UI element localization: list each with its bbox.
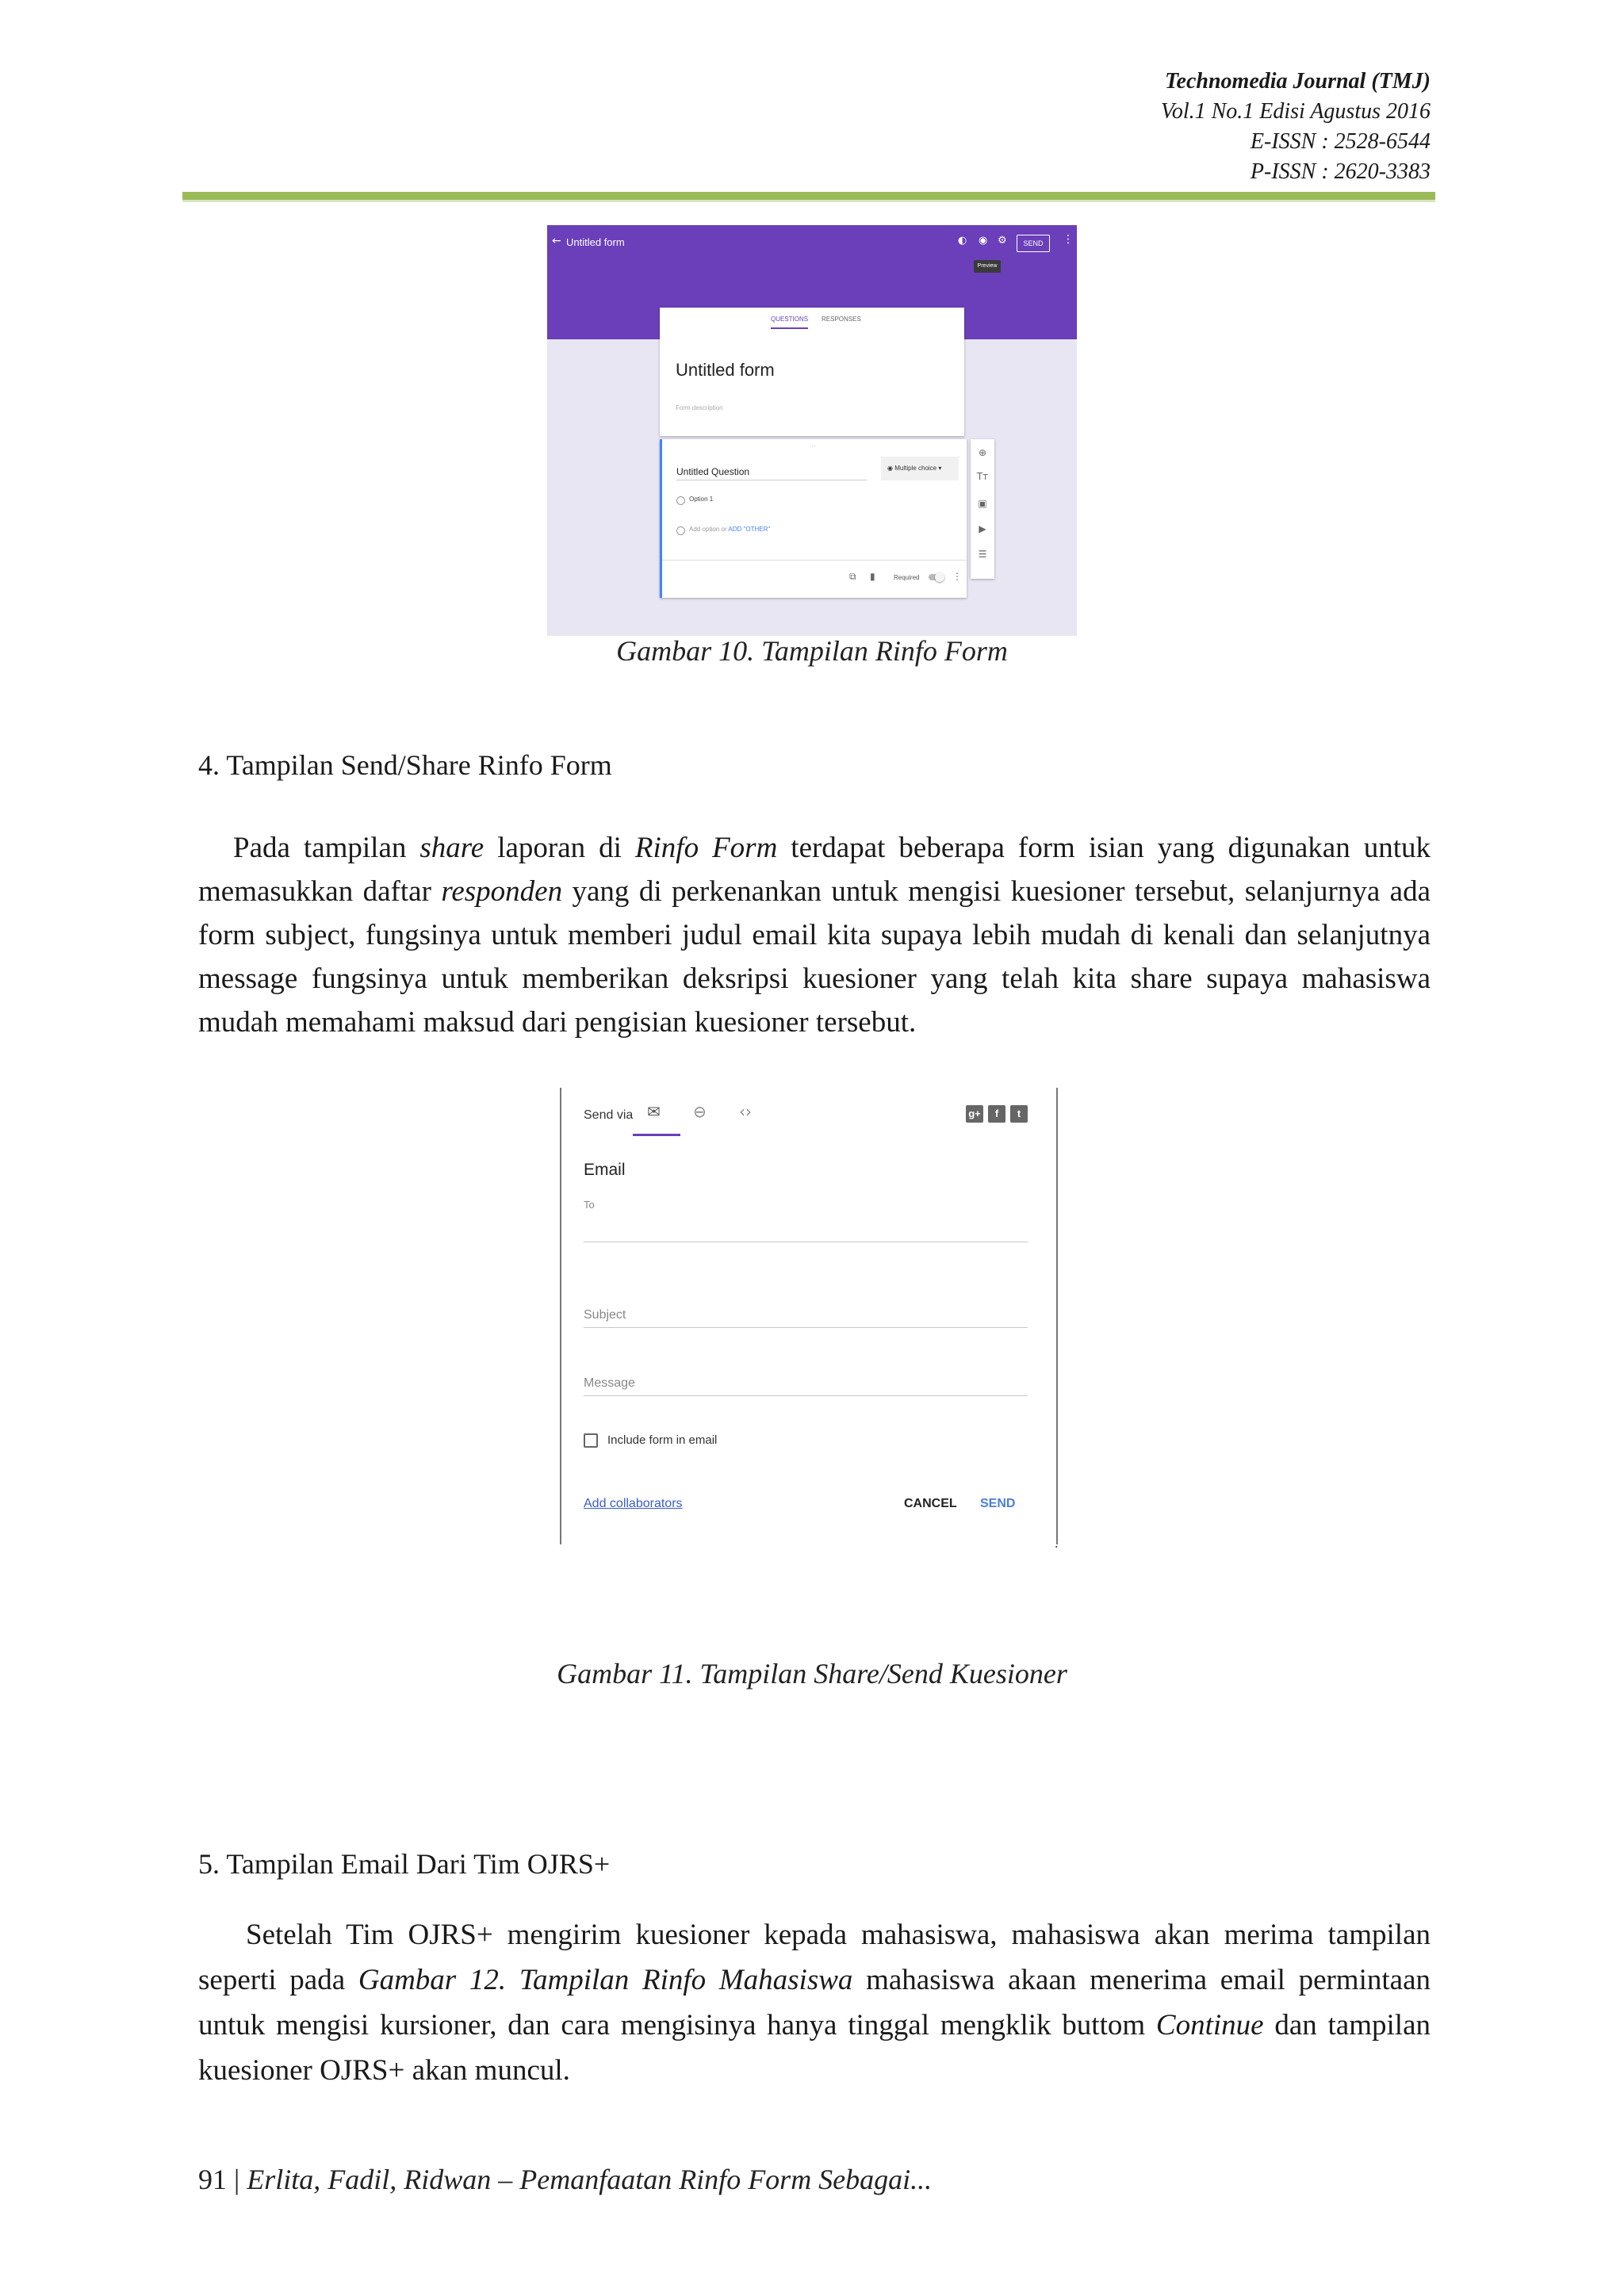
para1-text-2: laporan di <box>484 832 635 864</box>
add-option-label: Add option <box>689 526 720 533</box>
para1-em-rinfo: Rinfo Form <box>634 832 778 864</box>
para1-text-4: yang di perkenankan untuk mengisi kuesioner tersebut, selanjurnya ada form subject, fungsinya untuk memberi judul email kita supaya lebih mudah di kenali dan selanjutnya message fungsinya untuk memberikan deksripsi kuesioner yang telah kita share supaya mahasiswa mudah memahami maksud dari pengisian kuesioner tersebut. <box>198 875 1431 1039</box>
subject-field[interactable]: Subject <box>584 1308 626 1322</box>
add-title-icon[interactable]: Tт <box>976 471 989 482</box>
message-underline <box>584 1395 1028 1396</box>
radio-icon <box>676 526 685 535</box>
page-footer <box>198 2163 932 2196</box>
more-vert-icon[interactable]: ⋮ <box>952 571 962 582</box>
para2-text-3: dan tampilan kuesioner OJRS+ akan muncul. <box>198 2009 1431 2087</box>
side-toolbar <box>971 439 994 579</box>
figure-10-caption: Gambar 10. Tampilan Rinfo Form <box>616 635 1008 667</box>
page-number: 91 | <box>198 2164 247 2195</box>
section-4-heading: 4. Tampilan Send/Share Rinfo Form <box>198 749 612 781</box>
journal-volume: Vol.1 No.1 Edisi Agustus 2016 <box>1160 99 1431 124</box>
send-via-label: Send via <box>584 1108 634 1122</box>
figure-11-caption: Gambar 11. Tampilan Share/Send Kuesioner <box>557 1658 1067 1689</box>
preview-eye-icon[interactable]: ◉ <box>979 235 988 247</box>
subject-underline <box>584 1327 1028 1328</box>
add-other-link[interactable]: ADD "OTHER" <box>728 526 771 533</box>
embed-tab-icon[interactable]: ‹› <box>739 1102 752 1121</box>
form-description[interactable]: Form description <box>676 404 723 411</box>
include-form-checkbox[interactable] <box>584 1433 598 1448</box>
twitter-icon[interactable]: t <box>1010 1105 1028 1123</box>
radio-icon <box>676 496 685 505</box>
figure-10-form-screenshot <box>547 225 1077 636</box>
journal-header <box>1161 67 1431 187</box>
duplicate-icon[interactable]: ⧉ <box>849 571 856 582</box>
tab-responses[interactable]: RESPONSES <box>822 316 861 323</box>
para2-text-2: mahasiswa akaan menerima email permintaan untuk mengisi kursioner, dan cara mengisinya hanya tinggal mengklik buttom <box>198 1964 1431 2042</box>
form-topbar-title: Untitled form <box>566 236 625 248</box>
email-heading: Email <box>584 1161 626 1179</box>
stray-period: . <box>1055 1535 1059 1551</box>
add-section-icon[interactable]: ☰ <box>978 549 987 560</box>
header-rule <box>182 192 1435 200</box>
google-plus-icon[interactable]: g+ <box>966 1105 983 1123</box>
card-footer-divider <box>662 560 967 561</box>
message-field[interactable]: Message <box>584 1376 635 1390</box>
question-type-label: Multiple choice <box>894 465 937 472</box>
include-form-label: Include form in email <box>607 1433 718 1447</box>
add-question-icon[interactable]: ⊕ <box>978 447 987 458</box>
paragraph-email <box>198 1912 1431 2093</box>
header-rule-shadow <box>182 200 1435 202</box>
para2-em-gambar12: Gambar 12. Tampilan Rinfo Mahasiswa <box>358 1964 853 1996</box>
question-card <box>660 439 967 598</box>
email-tab-icon[interactable]: ✉ <box>647 1102 661 1121</box>
send-button[interactable]: SEND <box>980 1497 1016 1510</box>
preview-tooltip: Preview <box>974 260 1001 273</box>
para2-em-continue: Continue <box>1155 2009 1264 2042</box>
required-label: Required <box>894 574 920 581</box>
add-image-icon[interactable]: ▣ <box>978 498 987 509</box>
palette-icon[interactable]: ◐ <box>958 235 967 247</box>
para1-em-share: share <box>419 832 485 864</box>
paragraph-share <box>198 826 1431 1044</box>
para1-em-responden: responden <box>441 875 563 908</box>
settings-gear-icon[interactable]: ⚙ <box>998 235 1007 247</box>
cancel-button[interactable]: CANCEL <box>904 1497 957 1510</box>
para1-text-3: terdapat beberapa form isian yang digunakan untuk memasukkan daftar <box>198 832 1431 908</box>
tab-questions[interactable]: QUESTIONS <box>771 316 808 329</box>
form-title[interactable]: Untitled form <box>676 360 775 380</box>
form-title-card <box>660 308 964 436</box>
para1-text-1: Pada tampilan <box>233 832 420 864</box>
to-label: To <box>584 1199 595 1211</box>
link-tab-icon[interactable]: ⊖ <box>693 1102 707 1121</box>
journal-pissn: P-ISSN : 2620-3383 <box>1250 159 1431 184</box>
option-1[interactable]: Option 1 <box>689 496 714 503</box>
facebook-icon[interactable]: f <box>988 1105 1005 1123</box>
back-arrow-icon[interactable]: ← <box>552 235 561 247</box>
question-title[interactable]: Untitled Question <box>676 466 867 480</box>
para2-text-1: Setelah Tim OJRS+ mengirim kuesioner kepada mahasiswa, mahasiswa akan merima tampilan seperti pada <box>198 1919 1431 1996</box>
add-video-icon[interactable]: ▶ <box>979 523 986 534</box>
footer-authors: Erlita, Fadil, Ridwan – Pemanfaatan Rinfo Form Sebagai... <box>247 2164 933 2195</box>
add-option[interactable]: Add option or ADD "OTHER" <box>689 526 771 533</box>
form-send-button[interactable]: SEND <box>1017 235 1050 252</box>
section-5-heading: 5. Tampilan Email Dari Tim OJRS+ <box>198 1848 611 1880</box>
journal-eissn: E-ISSN : 2528-6544 <box>1250 129 1431 154</box>
more-vert-icon[interactable]: ⋮ <box>1063 233 1074 246</box>
figure-11-send-dialog <box>560 1088 1058 1544</box>
required-toggle[interactable] <box>929 574 943 580</box>
journal-title: Technomedia Journal (TMJ) <box>1165 69 1431 94</box>
drag-handle-icon[interactable]: ⋯ <box>810 442 816 450</box>
delete-icon[interactable]: ▮ <box>870 571 875 582</box>
active-tab-underline <box>633 1134 680 1136</box>
question-type-select[interactable]: ◉ Multiple choice ▾ <box>881 457 959 480</box>
add-collaborators-link[interactable]: Add collaborators <box>584 1497 683 1510</box>
